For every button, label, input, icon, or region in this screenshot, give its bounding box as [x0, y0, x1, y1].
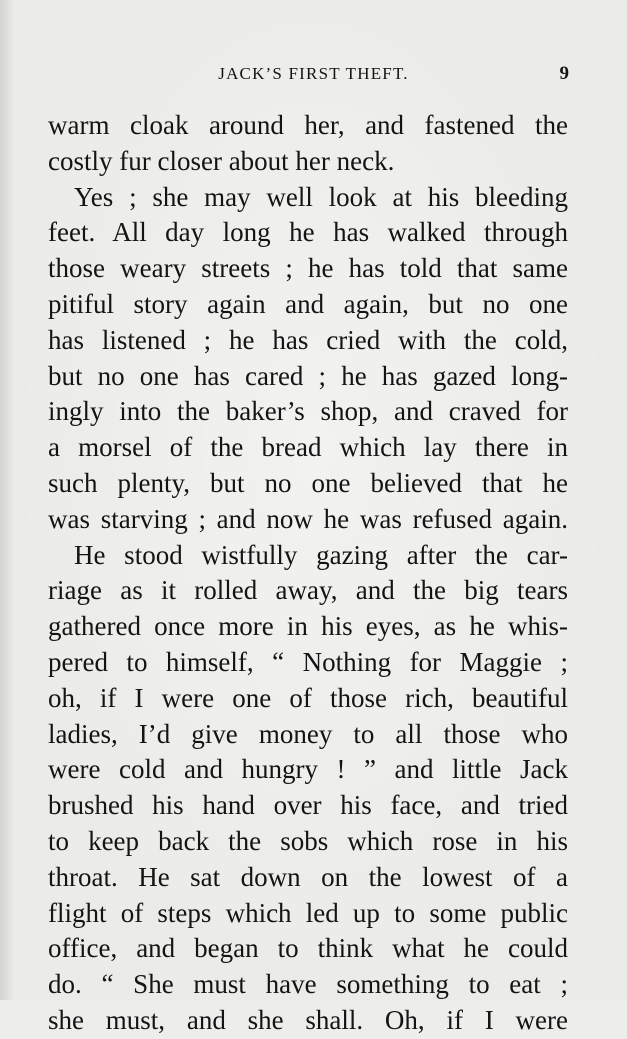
text-line: ingly into the baker’s shop, and craved for: [48, 396, 568, 427]
body-text: [48, 108, 568, 1039]
text-line: office, and began to think what he could: [48, 933, 568, 964]
text-line: was starving ; and now he was refused again.: [48, 503, 568, 534]
running-head: [0, 64, 627, 88]
text-line: costly fur closer about her neck.: [48, 145, 395, 176]
running-title: JACK’S FIRST THEFT.: [218, 64, 409, 83]
page-number: 9: [559, 63, 569, 84]
text-line: gathered once more in his eyes, as he whis-: [48, 611, 568, 642]
text-line: warm cloak around her, and fastened the: [48, 110, 568, 140]
text-line: riage as it rolled away, and the big tears: [48, 575, 568, 606]
text-line: has listened ; he has cried with the cold,: [48, 324, 568, 355]
text-line: do. “ She must have something to eat ;: [48, 969, 568, 1000]
text-line: she must, and she shall. Oh, if I were: [48, 1004, 568, 1035]
text-line: to keep back the sobs which rose in his: [48, 825, 568, 856]
text-line: those weary streets ; he has told that same: [48, 253, 568, 284]
text-line: oh, if I were one of those rich, beautiful: [48, 682, 568, 713]
text-line: Yes ; she may well look at his bleeding: [74, 181, 568, 212]
text-line: He stood wistfully gazing after the car-: [74, 539, 568, 570]
text-line: pered to himself, “ Nothing for Maggie ;: [48, 646, 568, 677]
text-line: such plenty, but no one believed that he: [48, 467, 568, 498]
text-line: pitiful story again and again, but no one: [48, 288, 568, 319]
text-line: ladies, I’d give money to all those who: [48, 718, 568, 749]
text-line: but no one has cared ; he has gazed long-: [48, 360, 568, 391]
text-line: flight of steps which led up to some public: [48, 897, 568, 928]
text-line: feet. All day long he has walked through: [48, 217, 568, 248]
text-line: throat. He sat down on the lowest of a: [48, 861, 568, 892]
text-line: were cold and hungry ! ” and little Jack: [48, 754, 568, 785]
text-line: brushed his hand over his face, and tried: [48, 790, 568, 821]
text-line: a morsel of the bread which lay there in: [48, 432, 568, 463]
